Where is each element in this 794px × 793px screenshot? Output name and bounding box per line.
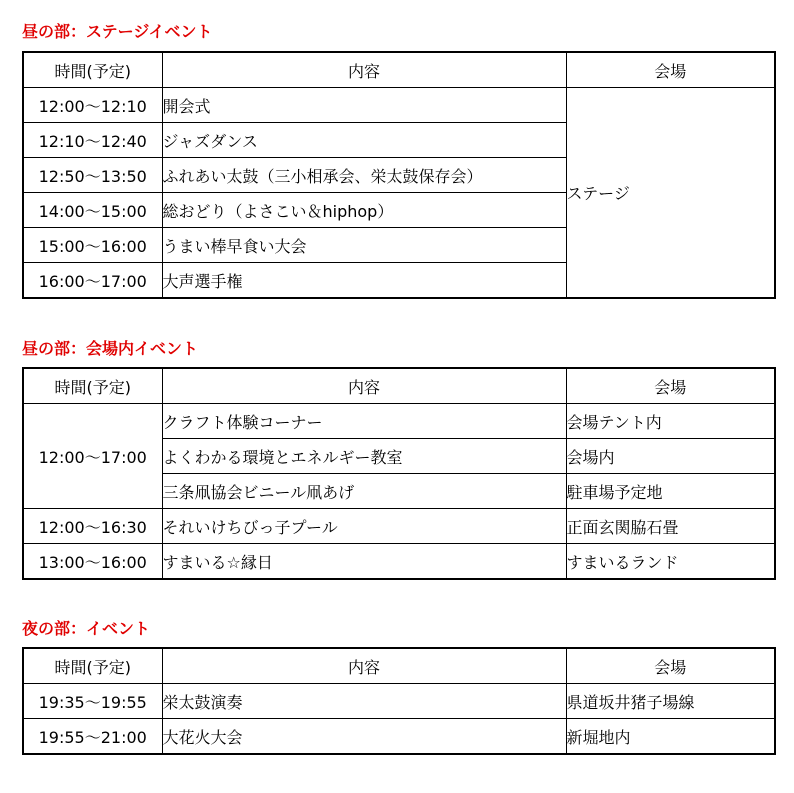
content-cell: クラフト体験コーナー	[162, 404, 566, 439]
night-events-table	[22, 647, 776, 755]
header-venue: 会場	[566, 648, 775, 684]
header-time: 時間(予定)	[23, 52, 162, 88]
content-cell: すまいる☆縁日	[162, 544, 566, 580]
time-cell: 12:00～12:10	[23, 88, 162, 123]
venue-cell: すまいるランド	[566, 544, 775, 580]
stage-events-table	[22, 51, 776, 299]
content-cell: 大花火大会	[162, 719, 566, 755]
venue-events-table	[22, 367, 776, 580]
time-cell: 19:55～21:00	[23, 719, 162, 755]
header-content: 内容	[162, 52, 566, 88]
venue-cell: 正面玄関脇石畳	[566, 509, 775, 544]
table-row	[23, 684, 775, 719]
time-cell: 14:00～15:00	[23, 193, 162, 228]
header-content: 内容	[162, 368, 566, 404]
table-row	[23, 544, 775, 580]
table-header-row	[23, 52, 775, 88]
section-title-venue-events: 昼の部：会場内イベント	[22, 339, 199, 358]
content-cell: ふれあい太鼓（三小相承会、栄太鼓保存会）	[162, 158, 566, 193]
venue-cell: 新堀地内	[566, 719, 775, 755]
content-cell: それいけちびっ子プール	[162, 509, 566, 544]
table-header-row	[23, 648, 775, 684]
table-row	[23, 88, 775, 123]
content-cell: 栄太鼓演奏	[162, 684, 566, 719]
content-cell: よくわかる環境とエネルギー教室	[162, 439, 566, 474]
content-cell: 総おどり（よさこい＆hiphop）	[162, 193, 566, 228]
header-time: 時間(予定)	[23, 648, 162, 684]
table-row	[23, 719, 775, 755]
time-cell: 16:00～17:00	[23, 263, 162, 299]
content-cell: ジャズダンス	[162, 123, 566, 158]
time-cell: 12:50～13:50	[23, 158, 162, 193]
header-content: 内容	[162, 648, 566, 684]
time-cell: 13:00～16:00	[23, 544, 162, 580]
content-cell: うまい棒早食い大会	[162, 228, 566, 263]
venue-cell-merged: ステージ	[566, 88, 775, 299]
venue-cell: 会場テント内	[566, 404, 775, 439]
table-row	[23, 509, 775, 544]
time-cell-merged: 12:00～17:00	[23, 404, 162, 509]
venue-cell: 県道坂井猪子場線	[566, 684, 775, 719]
time-cell: 19:35～19:55	[23, 684, 162, 719]
table-header-row	[23, 368, 775, 404]
time-cell: 12:00～16:30	[23, 509, 162, 544]
content-cell: 大声選手権	[162, 263, 566, 299]
venue-cell: 会場内	[566, 439, 775, 474]
time-cell: 15:00～16:00	[23, 228, 162, 263]
section-title-stage-events: 昼の部：ステージイベント	[22, 22, 213, 41]
header-venue: 会場	[566, 368, 775, 404]
header-venue: 会場	[566, 52, 775, 88]
header-time: 時間(予定)	[23, 368, 162, 404]
table-row	[23, 404, 775, 439]
content-cell: 開会式	[162, 88, 566, 123]
venue-cell: 駐車場予定地	[566, 474, 775, 509]
time-cell: 12:10～12:40	[23, 123, 162, 158]
content-cell: 三条凧協会ビニール凧あげ	[162, 474, 566, 509]
section-title-night-events: 夜の部：イベント	[22, 619, 151, 638]
